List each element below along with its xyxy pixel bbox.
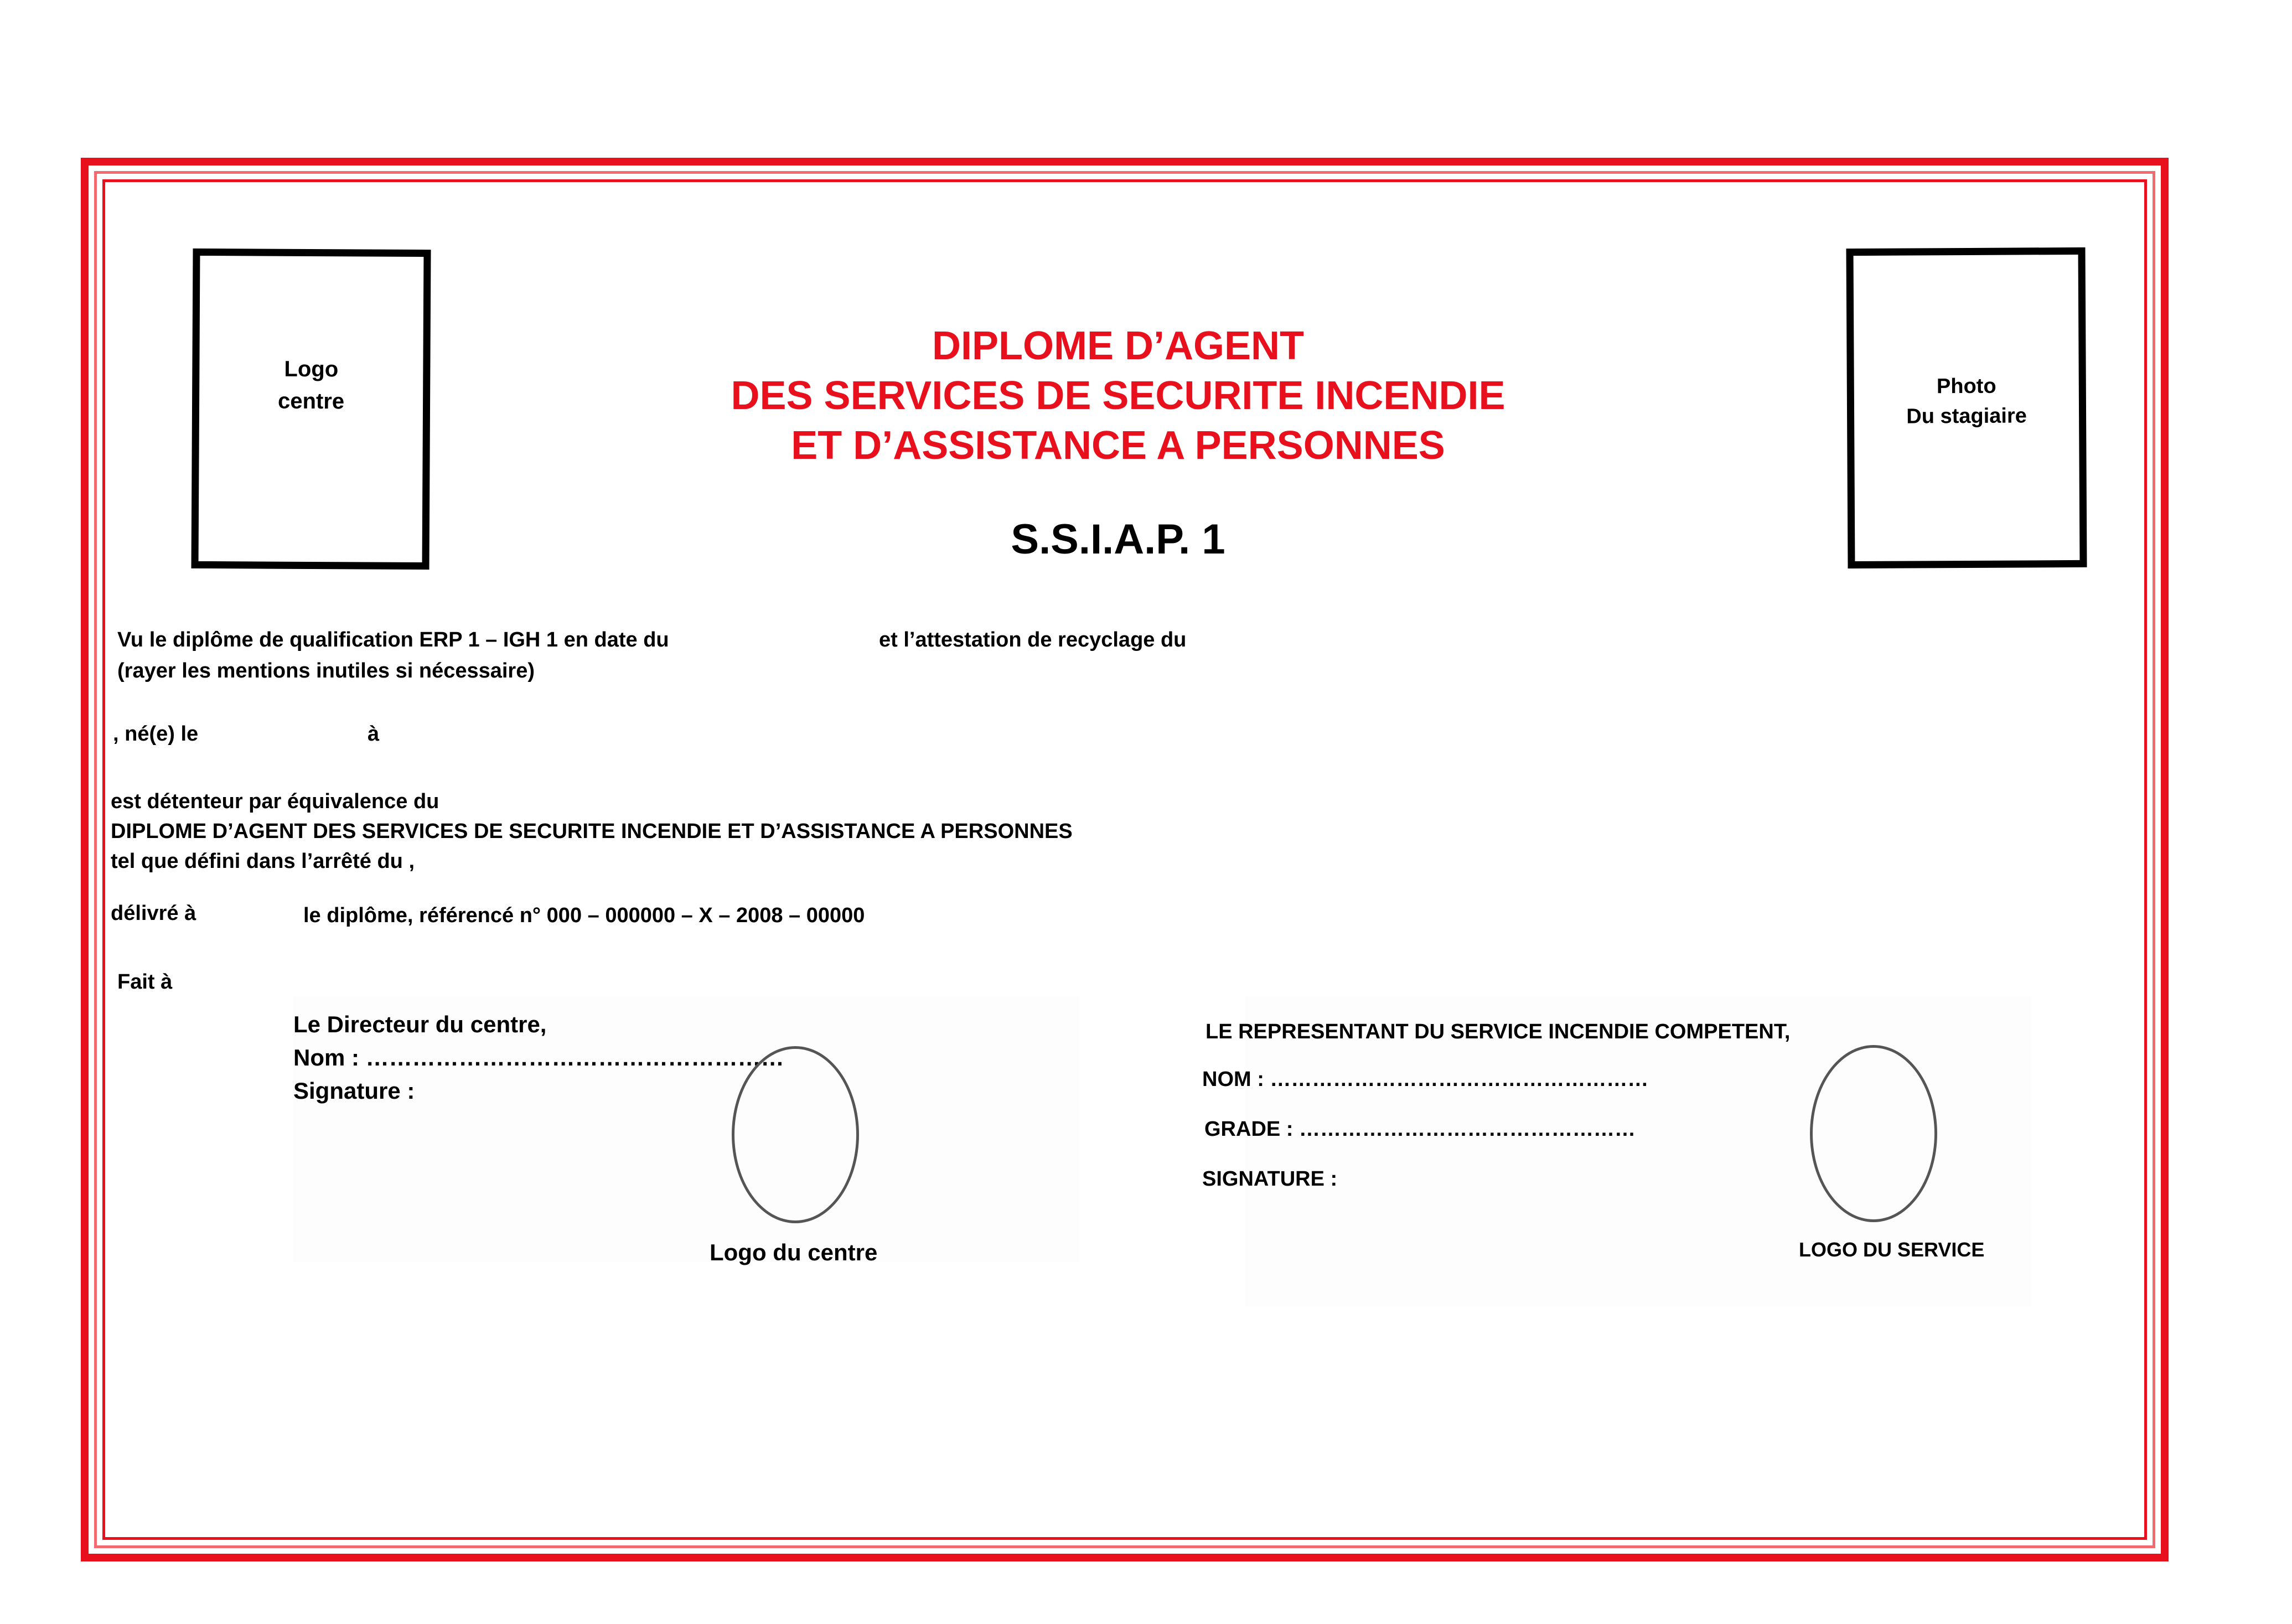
centre-logo-caption: Logo du centre (710, 1239, 878, 1265)
centre-stamp-oval (732, 1046, 859, 1223)
representative-nom: NOM : ……………………………………………… (1202, 1068, 1649, 1091)
representative-title: LE REPRESENTANT DU SERVICE INCENDIE COMPETENT, (1206, 1020, 1791, 1043)
director-signature-label: Signature : (293, 1078, 415, 1104)
photo-box-label-1: Photo (1936, 374, 1996, 399)
defini-line: tel que défini dans l’arrêté du , (111, 850, 415, 873)
service-logo-caption: LOGO DU SERVICE (1799, 1238, 1985, 1261)
representative-signature-label: SIGNATURE : (1202, 1167, 1338, 1191)
photo-placeholder-box (1846, 247, 2087, 568)
diplome-name-line: DIPLOME D’AGENT DES SERVICES DE SECURITE INCENDIE ET D’ASSISTANCE A PERSONNES (111, 820, 1073, 843)
logo-box-label-1: Logo (284, 356, 339, 382)
title-line-3: ET D’ASSISTANCE A PERSONNES (791, 423, 1445, 468)
vu-line: Vu le diplôme de qualification ERP 1 – IGH 1 en date du (117, 628, 669, 651)
detenteur-line: est détenteur par équivalence du (111, 790, 439, 813)
nee-le-label: , né(e) le (113, 722, 199, 746)
subtitle-ssiap: S.S.I.A.P. 1 (1011, 516, 1225, 563)
director-title: Le Directeur du centre, (293, 1011, 547, 1037)
fait-a-label: Fait à (117, 970, 173, 994)
logo-placeholder-box (191, 249, 431, 570)
nee-a-label: à (368, 722, 380, 746)
logo-box-label-2: centre (277, 389, 345, 414)
delivre-label: délivré à (111, 902, 196, 925)
photo-box-label-2: Du stagiaire (1906, 404, 2027, 428)
attestation-line: et l’attestation de recyclage du (879, 628, 1187, 651)
title-line-1: DIPLOME D’AGENT (932, 324, 1304, 368)
service-stamp-oval (1810, 1045, 1937, 1222)
representative-grade: GRADE : ………………………………………… (1204, 1118, 1636, 1141)
rayer-line: (rayer les mentions inutiles si nécessaire) (117, 659, 535, 682)
director-nom: Nom : ……………………………………………… (293, 1044, 784, 1070)
title-line-2: DES SERVICES DE SECURITE INCENDIE (731, 374, 1505, 418)
reference-line: le diplôme, référencé n° 000 – 000000 – X – 2008 – 00000 (303, 904, 865, 927)
